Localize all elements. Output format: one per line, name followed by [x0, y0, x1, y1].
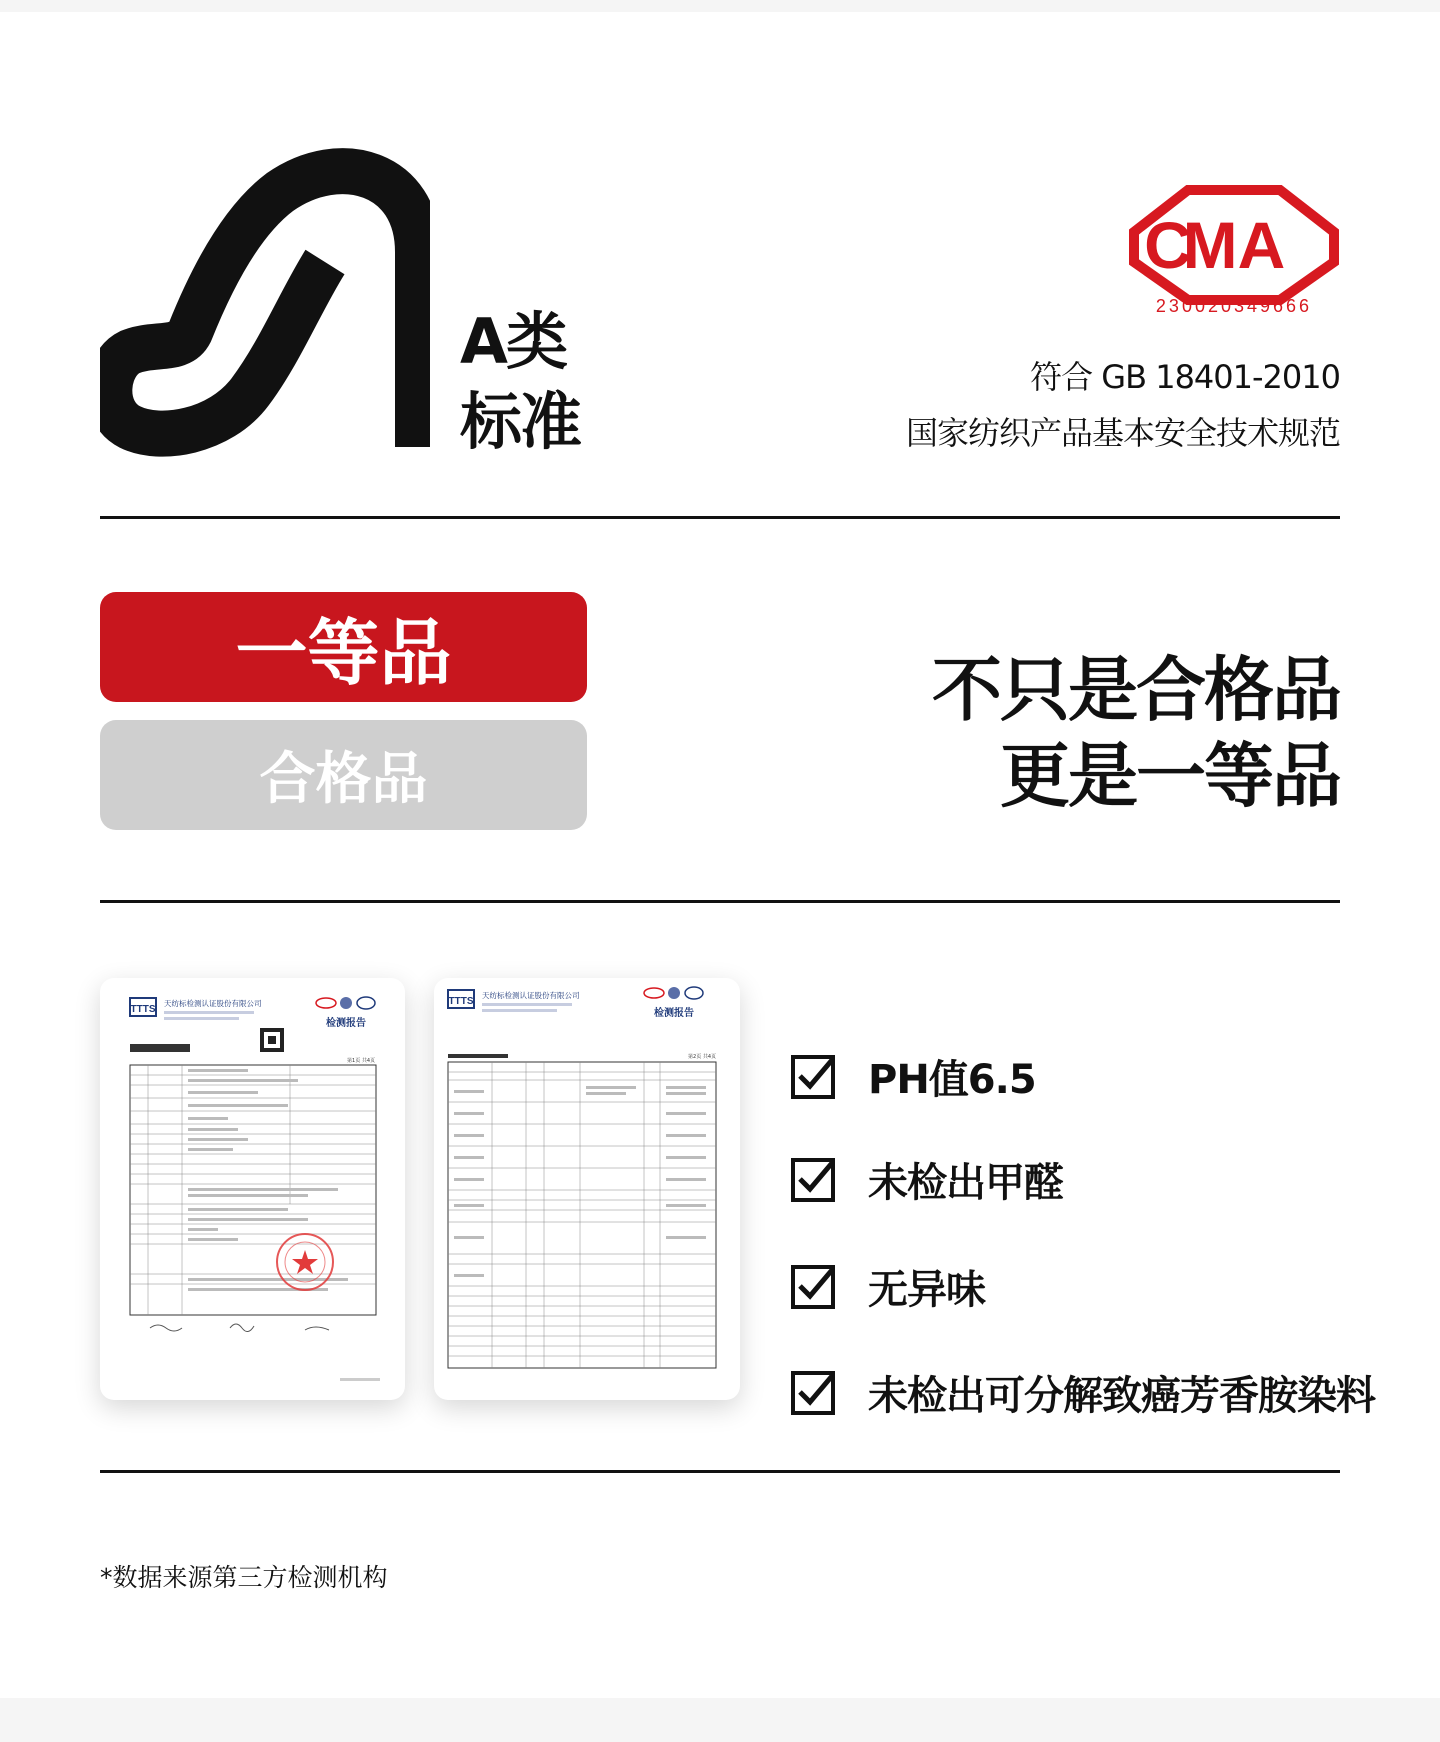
- report-company: 天纺标检测认证股份有限公司: [164, 999, 262, 1008]
- section-divider: [100, 900, 1340, 903]
- test-report-page-2-image: [434, 978, 740, 1400]
- a-class-line2: 标准: [460, 385, 581, 458]
- checkbox-checked-icon: [790, 1370, 836, 1416]
- check-label: PH值6.5: [868, 1057, 1036, 1103]
- claim-line2: 更是一等品: [1000, 735, 1340, 817]
- report-title: 检测报告: [326, 1018, 366, 1029]
- check-label: 无异味: [868, 1267, 985, 1313]
- first-grade-label: 一等品: [235, 611, 452, 695]
- product-detail-page: [0, 12, 1440, 1698]
- cma-number: 230020349666: [1155, 296, 1313, 314]
- checkbox-checked-icon: [790, 1157, 836, 1203]
- svg-text:TTTS: TTTS: [130, 1004, 156, 1015]
- svg-text:TTTS: TTTS: [448, 996, 474, 1007]
- qualified-grade-label: 合格品: [259, 747, 428, 812]
- qualified-grade-badge: [100, 720, 587, 830]
- a-class-label: [460, 302, 580, 462]
- check-item-odor: [790, 1258, 985, 1315]
- section-divider: [100, 1470, 1340, 1473]
- cma-letters: MA: [1182, 208, 1286, 282]
- check-item-formaldehyde: [790, 1151, 1063, 1208]
- standard-code: 符合 GB 18401-2010: [1030, 358, 1340, 396]
- standard-title: 国家纺织产品基本安全技术规范: [905, 414, 1340, 452]
- report-title: 检测报告: [654, 1008, 694, 1019]
- check-label: 未检出可分解致癌芳香胺染料: [868, 1373, 1375, 1419]
- checkbox-checked-icon: [790, 1264, 836, 1310]
- report-page-label: 第1页 共4页: [347, 1058, 375, 1064]
- a-class-line1: A类: [460, 305, 566, 378]
- check-item-amine-dyes: [790, 1364, 1375, 1421]
- test-report-page-1-image: [100, 978, 405, 1400]
- cma-certification-mark: [1128, 182, 1340, 314]
- section-divider: [100, 516, 1340, 519]
- first-grade-badge: [100, 592, 587, 702]
- report-page-label: 第2页 共4页: [688, 1054, 716, 1060]
- checkbox-checked-icon: [790, 1054, 836, 1100]
- stylized-letter-a-icon: [100, 142, 430, 462]
- check-label: 未检出甲醛: [868, 1160, 1063, 1206]
- report-company: 天纺标检测认证股份有限公司: [482, 991, 580, 1000]
- data-source-footnote: *数据来源第三方检测机构: [100, 1563, 388, 1592]
- claim-line1: 不只是合格品: [932, 649, 1340, 731]
- cma-letter-c: C: [1144, 208, 1192, 282]
- check-item-ph: [790, 1048, 1036, 1105]
